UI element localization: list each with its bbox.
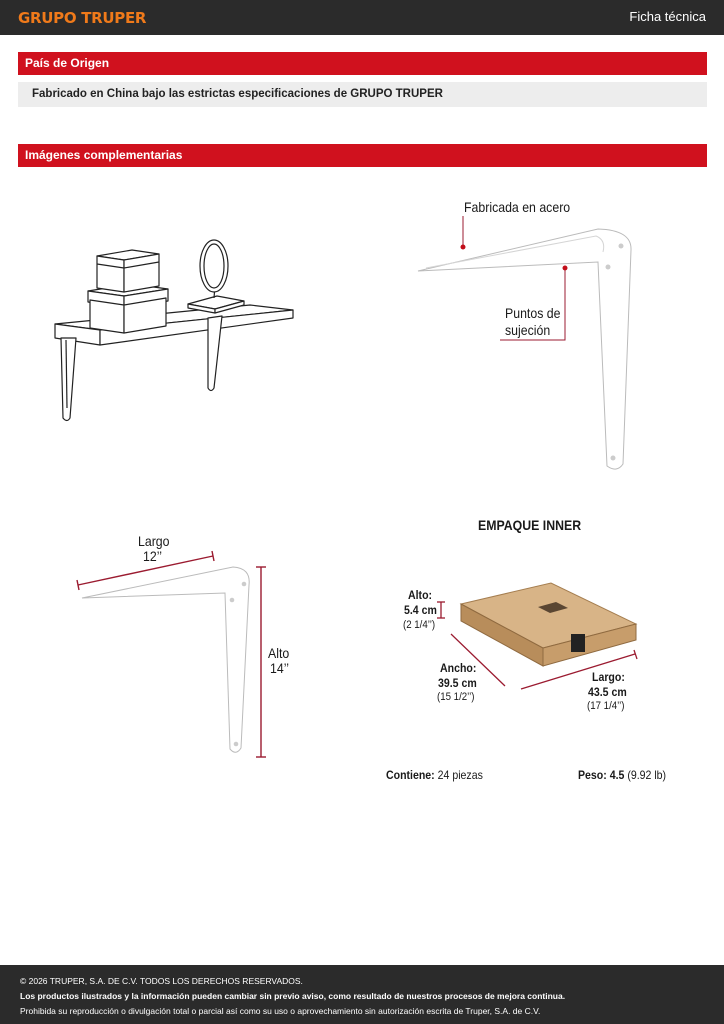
bracket-dimensions-illustration [77, 551, 266, 757]
height-value: 14’’ [270, 660, 289, 676]
shelf-scene-illustration [55, 240, 293, 421]
bracket-callout-illustration [418, 216, 631, 469]
package-width-in: (15 1/2’’) [437, 691, 475, 703]
package-width-cm: 39.5 cm [438, 676, 477, 690]
package-height-label: Alto: [408, 588, 433, 602]
fastening-points-callout-line2: sujeción [505, 322, 551, 338]
package-length-in: (17 1/4’’) [587, 700, 625, 712]
package-weight [578, 769, 666, 783]
package-length-cm: 43.5 cm [588, 685, 627, 699]
footer-copyright: © 2026 TRUPER, S.A. DE C.V. TODOS LOS DERECHOS RESERVADOS. [20, 976, 303, 986]
height-label: Alto [268, 645, 290, 661]
package-height-cm: 5.4 cm [404, 603, 437, 617]
package-title: EMPAQUE INNER [478, 517, 582, 533]
footer [0, 965, 724, 1024]
length-label: Largo [138, 533, 170, 549]
weight-label: Peso: [578, 768, 607, 782]
package-length-label: Largo: [592, 670, 625, 684]
package-width-label: Ancho: [440, 661, 477, 675]
package-contents [386, 769, 483, 783]
weight-lb: (9.92 lb) [627, 768, 667, 782]
brand-logo: GRUPO TRUPER [18, 9, 147, 27]
document-type: Ficha técnica [629, 9, 706, 24]
length-value: 12’’ [143, 548, 162, 564]
contents-label: Contiene: [386, 768, 435, 782]
package-height-in: (2 1/4’’) [403, 619, 436, 631]
images-section-title: Imágenes complementarias [25, 148, 183, 162]
material-callout: Fabricada en acero [464, 199, 571, 215]
origin-text: Fabricado en China bajo las estrictas especificaciones de GRUPO TRUPER [32, 88, 443, 100]
contents-value: 24 piezas [437, 768, 483, 782]
origin-section-title: País de Origen [25, 56, 110, 70]
fastening-points-callout-line1: Puntos de [505, 305, 561, 321]
footer-prohibition: Prohibida su reproducción o divulgación total o parcial así como su uso o aprovechamiento sin autorización escrita de Truper, S.A. de C.V. [20, 1006, 541, 1016]
footer-notice: Los productos ilustrados y la información pueden cambiar sin previo aviso, como resultado de nuestros procesos de mejora continua. [20, 991, 566, 1001]
weight-value: 4.5 [609, 768, 625, 782]
